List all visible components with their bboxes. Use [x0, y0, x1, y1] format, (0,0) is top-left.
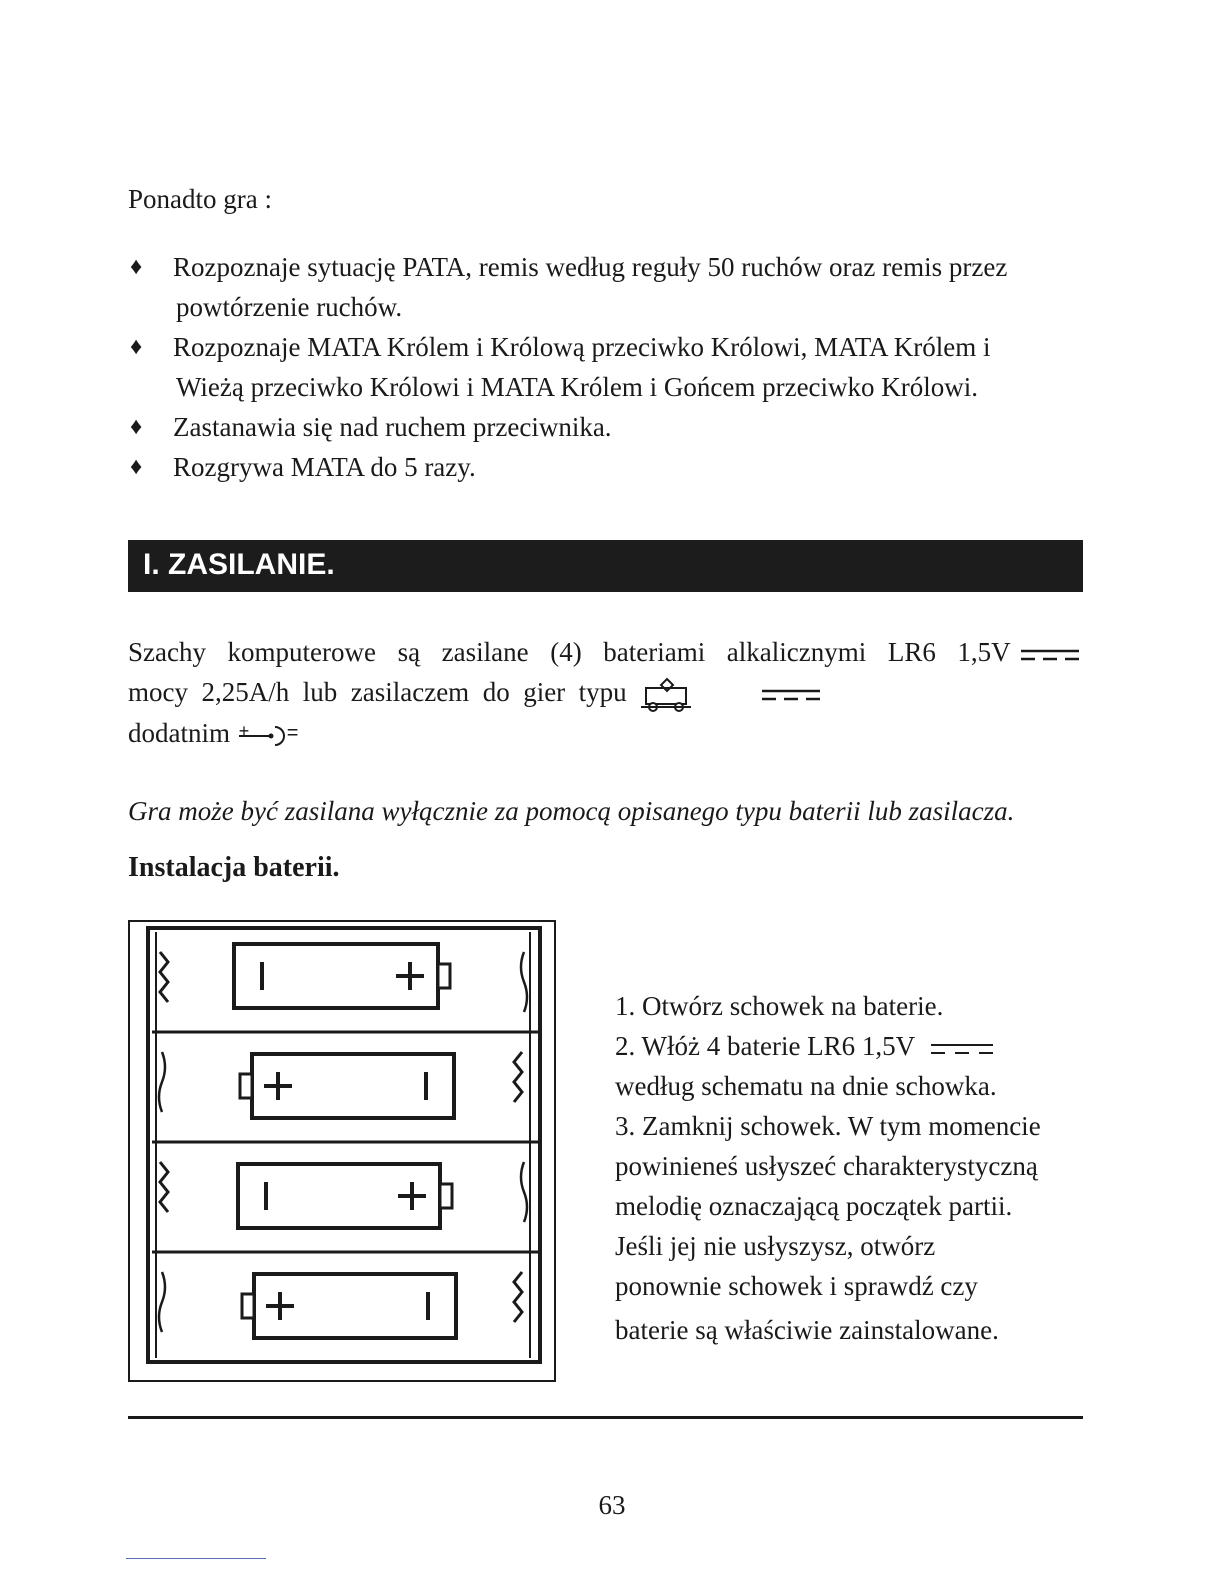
section-title: I. ZASILANIE.	[143, 548, 335, 581]
page-number: 63	[598, 1490, 626, 1520]
word: są	[397, 637, 421, 667]
step-3-line: powinieneś usłyszeć charakterystyczną	[615, 1151, 1038, 1181]
step-3: 3. Zamknij schowek. W tym momencie	[615, 1111, 1041, 1141]
feature-list	[128, 247, 1088, 487]
spring-icon	[160, 1162, 168, 1212]
battery-4	[242, 1274, 456, 1338]
power-paragraph	[128, 632, 1083, 753]
diamond-bullet-icon: ♦	[130, 254, 143, 280]
word: LR6	[887, 637, 936, 667]
diamond-bullet-icon: ♦	[130, 334, 143, 360]
list-item	[128, 447, 1088, 487]
step-2	[615, 1026, 1095, 1066]
list-item	[128, 327, 1088, 407]
word: mocy	[128, 677, 188, 707]
power-line-3	[128, 713, 1083, 753]
polarity-plus: +	[238, 720, 250, 741]
step-2-text: 2. Włóż 4 baterie LR6 1,5V	[615, 1031, 915, 1061]
section-header-bar	[128, 540, 1083, 592]
footer-rule	[128, 1416, 1083, 1419]
footer-link-underline	[126, 1558, 266, 1559]
list-item-text: Rozpoznaje MATA Królem i Królową przeciwko Królowi, MATA Królem i	[173, 332, 991, 362]
spring-icon	[160, 952, 168, 1002]
battery-diagram	[130, 922, 554, 1380]
list-item-continuation: Wieżą przeciwko Królowi i MATA Królem i Gońcem przeciwko Królowi.	[176, 372, 979, 402]
word: bateriami	[603, 637, 706, 667]
install-steps	[615, 986, 1095, 1350]
diamond-bullet-icon: ♦	[130, 414, 143, 440]
voltage-group	[957, 632, 1083, 672]
step-3-line: ponownie schowek i sprawdź czy	[615, 1271, 978, 1301]
word: do	[482, 677, 510, 707]
word: (4)	[550, 637, 582, 667]
list-item	[128, 407, 1088, 447]
word: 1,5V	[957, 637, 1011, 667]
word: komputerowe	[227, 637, 377, 667]
toy-transformer-icon	[641, 677, 693, 713]
list-item-text: Zastanawia się nad ruchem przeciwnika.	[173, 412, 612, 442]
list-item	[128, 247, 1088, 327]
spring-icon	[514, 1272, 522, 1322]
step-3-line: Jeśli jej nie usłyszysz, otwórz	[615, 1231, 936, 1261]
intro-text: Ponadto gra :	[128, 184, 272, 214]
warning-note: Gra może być zasilana wyłącznie za pomocą opisanego typu baterii lub zasilacza.	[128, 796, 1015, 826]
spring-icon	[514, 1052, 522, 1102]
step-1: 1. Otwórz schowek na baterie.	[615, 991, 944, 1021]
word: 2,25A/h	[201, 677, 290, 707]
word: dodatnim	[128, 717, 230, 748]
power-line-2	[128, 672, 1083, 713]
dc-symbol-icon	[1017, 645, 1083, 665]
word: typu	[578, 677, 627, 707]
word: gier	[523, 677, 566, 707]
list-item-text: Rozpoznaje sytuację PATA, remis według reguły 50 ruchów oraz remis przez	[173, 252, 1008, 282]
step-3-line: baterie są właściwie zainstalowane.	[615, 1315, 999, 1345]
dc-symbol-icon	[927, 1039, 997, 1059]
step-2-continuation: według schematu na dnie schowka.	[615, 1071, 997, 1101]
word: Szachy	[128, 637, 206, 667]
battery-2	[240, 1054, 454, 1118]
polarity-minus: =	[286, 721, 299, 744]
word: zasilane	[441, 637, 529, 667]
list-item-continuation: powtórzenie ruchów.	[176, 292, 403, 322]
word: alkalicznymi	[726, 637, 867, 667]
battery-3	[238, 1164, 452, 1228]
install-heading: Instalacja baterii.	[128, 852, 340, 883]
battery-compartment-figure	[128, 920, 556, 1382]
word: lub	[302, 677, 338, 707]
step-3-line: melodię oznaczającą początek partii.	[615, 1191, 1013, 1221]
battery-1	[234, 944, 450, 1008]
power-line-1	[128, 632, 1083, 672]
polarity-symbol	[237, 721, 307, 751]
dc-symbol-icon	[758, 685, 824, 705]
list-item-text: Rozgrywa MATA do 5 razy.	[173, 452, 476, 482]
word: zasilaczem	[350, 677, 470, 707]
diamond-bullet-icon: ♦	[130, 454, 143, 480]
